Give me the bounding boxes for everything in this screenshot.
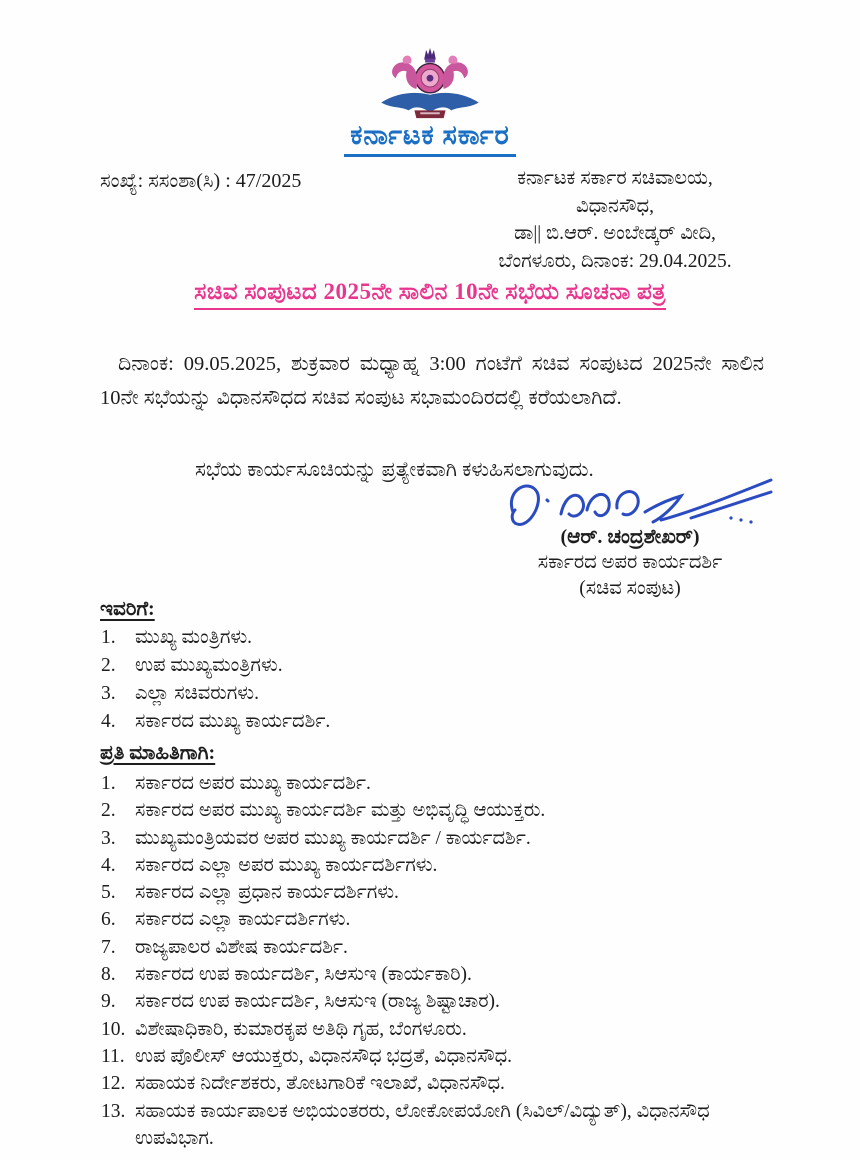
government-title-row: [0, 120, 860, 157]
signatory-name: (ಆರ್. ಚಂದ್ರಶೇಖರ್): [560, 526, 700, 548]
list-item-number: 4.: [101, 854, 116, 876]
list-item-number: 7.: [101, 936, 116, 958]
recipients-heading: ಇವರಿಗೆ:: [100, 598, 155, 620]
list-item: [101, 934, 785, 961]
list-item: [101, 708, 740, 736]
list-item-text: ಸರ್ಕಾರದ ಎಲ್ಲಾ ಪ್ರಧಾನ ಕಾರ್ಯದರ್ಶಿಗಳು.: [135, 882, 399, 904]
address-line-4: ಬೆಂಗಳೂರು, ದಿನಾಂಕ: 29.04.2025.: [498, 250, 732, 272]
list-item: [101, 1098, 785, 1153]
list-item: [101, 906, 785, 933]
list-item-number: 9.: [101, 991, 116, 1013]
list-item: [101, 652, 740, 680]
list-item-text: ಸರ್ಕಾರದ ಉಪ ಕಾರ್ಯದರ್ಶಿ, ಸಿಆಸುಇ (ರಾಜ್ಯ ಶಿಷ್ಟಾಚಾರ).: [135, 991, 500, 1013]
list-item-number: 12.: [101, 1073, 126, 1095]
list-item-number: 2.: [101, 800, 116, 822]
body-paragraph-2: ಸಭೆಯ ಕಾರ್ಯಸೂಚಿಯನ್ನು ಪ್ರತ್ಯೇಕವಾಗಿ ಕಳುಹಿಸಲಾಗುವುದು.: [195, 458, 594, 481]
sender-address-block: [440, 165, 790, 275]
body-paragraph-1: ದಿನಾಂಕ: 09.05.2025, ಶುಕ್ರವಾರ ಮಧ್ಯಾಹ್ನ 3:00 ಗಂಟೆಗೆ ಸಚಿವ ಸಂಪುಟದ 2025ನೇ ಸಾಲಿನ 10ನೇ ಸಭೆಯನ್ನು ವಿಧಾನಸೌಧದ ಸಚಿವ ಸಂಪುಟ ಸಭಾಮಂದಿರದಲ್ಲಿ ಕರೆಯಲಾಗಿದೆ.: [100, 352, 764, 409]
list-item: [101, 770, 785, 797]
list-item-text: ರಾಜ್ಯಪಾಲರ ವಿಶೇಷ ಕಾರ್ಯದರ್ಶಿ.: [135, 936, 348, 958]
list-item-number: 11.: [101, 1045, 125, 1067]
list-item-number: 13.: [101, 1100, 126, 1122]
list-item: [101, 1043, 785, 1070]
list-item: [101, 624, 740, 652]
list-item-number: 5.: [101, 882, 116, 904]
list-item-text: ಎಲ್ಲಾ ಸಚಿವರುಗಳು.: [135, 683, 259, 704]
list-item-number: 3.: [101, 827, 116, 849]
list-item: [101, 852, 785, 879]
list-item-text: ಸರ್ಕಾರದ ಮುಖ್ಯ ಕಾರ್ಯದರ್ಶಿ.: [135, 711, 331, 732]
list-item: [101, 797, 785, 824]
list-item: [101, 825, 785, 852]
list-item-number: 8.: [101, 964, 116, 986]
list-item: [101, 961, 785, 988]
subject-row: [0, 279, 860, 310]
list-item-number: 6.: [101, 909, 116, 931]
list-item-number: 10.: [101, 1018, 126, 1040]
list-item-text: ಸಹಾಯಕ ಕಾರ್ಯಪಾಲಕ ಅಭಿಯಂತರರು, ಲೋಕೋಪಯೋಗಿ (ಸಿವಿಲ್/ವಿದ್ಯುತ್), ವಿಧಾನಸೌಧ ಉಪವಿಭಾಗ.: [135, 1100, 710, 1149]
list-item-text: ಸರ್ಕಾರದ ಎಲ್ಲಾ ಅಪರ ಮುಖ್ಯ ಕಾರ್ಯದರ್ಶಿಗಳು.: [135, 854, 438, 876]
list-item-text: ಮುಖ್ಯಮಂತ್ರಿಯವರ ಅಪರ ಮುಖ್ಯ ಕಾರ್ಯದರ್ಶಿ / ಕಾರ್ಯದರ್ಶಿ.: [135, 827, 531, 849]
reference-number: ಸಂಖ್ಯೆ: ಸಸಂಶಾ(ಸಿ) : 47/2025: [100, 170, 302, 192]
signature-block: [470, 470, 790, 602]
list-item-text: ಸರ್ಕಾರದ ಉಪ ಕಾರ್ಯದರ್ಶಿ, ಸಿಆಸುಇ (ಕಾರ್ಯಕಾರಿ).: [135, 964, 472, 986]
recipients-list: [101, 624, 740, 736]
subject-title: ಸಚಿವ ಸಂಪುಟದ 2025ನೇ ಸಾಲಿನ 10ನೇ ಸಭೆಯ ಸೂಚನಾ ಪತ್ರ: [194, 279, 666, 310]
list-item: [101, 1070, 785, 1097]
list-item-text: ಉಪ ಪೊಲೀಸ್ ಆಯುಕ್ತರು, ವಿಧಾನಸೌಧ ಭದ್ರತೆ, ವಿಧಾನಸೌಧ.: [135, 1045, 513, 1067]
signature-icon: [495, 470, 785, 542]
list-item-text: ಸರ್ಕಾರದ ಅಪರ ಮುಖ್ಯ ಕಾರ್ಯದರ್ಶಿ.: [135, 773, 371, 794]
list-item-number: 3.: [101, 683, 116, 704]
list-item-number: 1.: [101, 627, 116, 648]
list-item-text: ಸರ್ಕಾರದ ಅಪರ ಮುಖ್ಯ ಕಾರ್ಯದರ್ಶಿ ಮತ್ತು ಅಭಿವೃದ್ಧಿ ಆಯುಕ್ತರು.: [135, 800, 546, 822]
signatory-department: (ಸಚಿವ ಸಂಪುಟ): [579, 578, 681, 599]
list-item-text: ಸಹಾಯಕ ನಿರ್ದೇಶಕರು, ತೋಟಗಾರಿಕೆ ಇಲಾಖೆ, ವಿಧಾನಸೌಧ.: [135, 1073, 505, 1095]
address-line-1: ಕರ್ನಾಟಕ ಸರ್ಕಾರ ಸಚಿವಾಲಯ,: [517, 168, 713, 189]
list-item-text: ವಿಶೇಷಾಧಿಕಾರಿ, ಕುಮಾರಕೃಪ ಅತಿಥಿ ಗೃಹ, ಬೆಂಗಳೂರು.: [135, 1018, 467, 1040]
list-item: [101, 988, 785, 1015]
list-item-number: 4.: [101, 711, 116, 732]
government-title: ಕರ್ನಾಟಕ ಸರ್ಕಾರ: [344, 120, 516, 157]
address-line-2: ವಿಧಾನಸೌಧ,: [576, 195, 654, 217]
karnataka-emblem-icon: [371, 46, 489, 124]
list-item-number: 1.: [101, 773, 116, 794]
list-item: [101, 879, 785, 906]
address-line-3: ಡಾ|| ಬಿ.ಆರ್. ಅಂಬೇಡ್ಕರ್ ವೀದಿ,: [514, 223, 716, 244]
signatory-designation: ಸರ್ಕಾರದ ಅಪರ ಕಾರ್ಯದರ್ಶಿ: [537, 552, 723, 573]
info-copy-list: [101, 770, 785, 1152]
list-item: [101, 1016, 785, 1043]
list-item-number: 2.: [101, 655, 116, 676]
info-copy-heading: ಪ್ರತಿ ಮಾಹಿತಿಗಾಗಿ:: [100, 742, 216, 764]
list-item-text: ಮುಖ್ಯ ಮಂತ್ರಿಗಳು.: [135, 627, 253, 648]
list-item: [101, 680, 740, 708]
list-item-text: ಸರ್ಕಾರದ ಎಲ್ಲಾ ಕಾರ್ಯದರ್ಶಿಗಳು.: [135, 909, 351, 931]
list-item-text: ಉಪ ಮುಖ್ಯಮಂತ್ರಿಗಳು.: [135, 655, 283, 676]
